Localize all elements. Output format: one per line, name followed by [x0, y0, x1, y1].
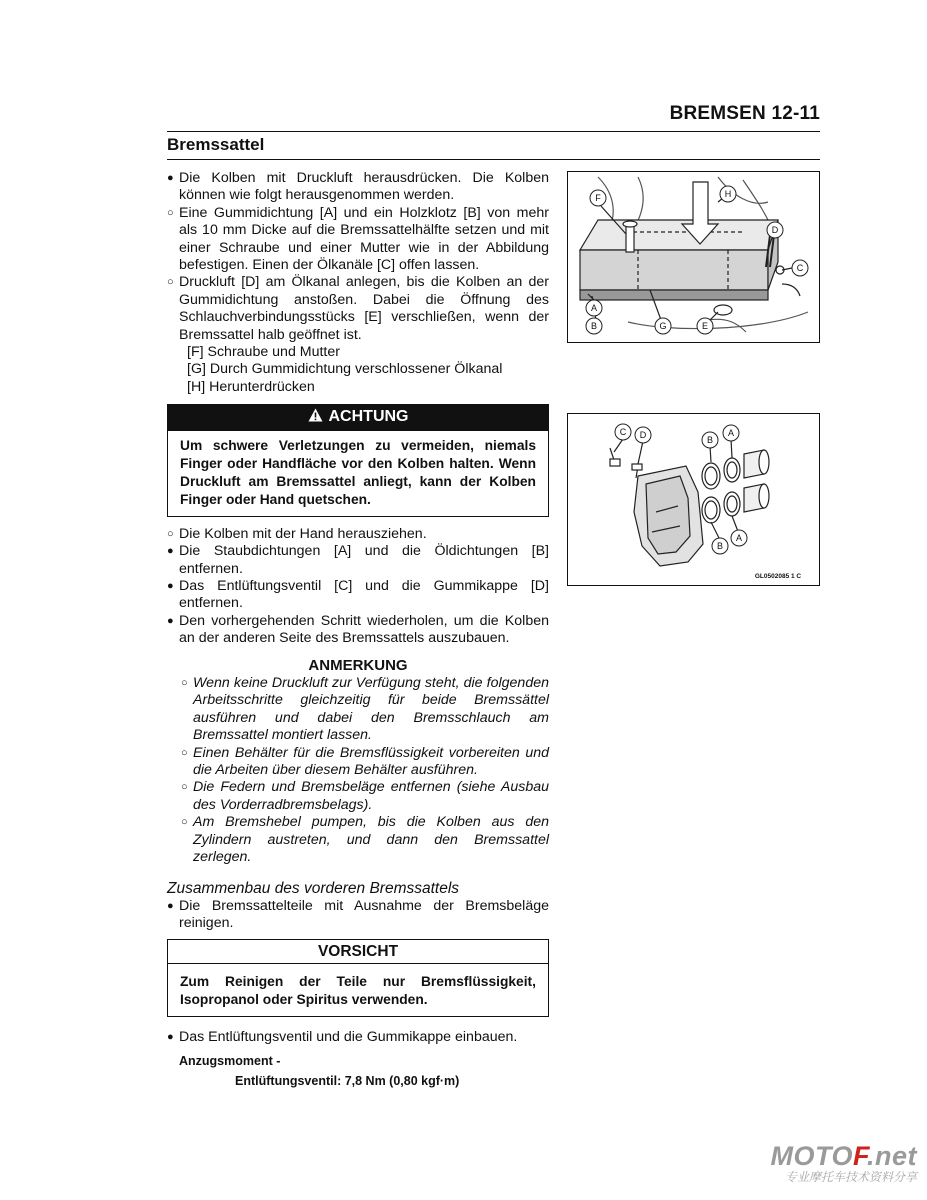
figure1-label-e: E	[701, 321, 709, 331]
legend-item-g: [G] Durch Gummidichtung verschlossener Ölkanal	[187, 361, 503, 378]
note-item-text: Am Bremshebel pumpen, bis die Kolben aus den Zylindern austreten, und dann den Bremssattel zerlegen.	[193, 814, 549, 865]
legend-item-f: [F] Schraube und Mutter	[187, 344, 340, 361]
text-column	[167, 170, 549, 1090]
bullet-marker: ○	[167, 276, 174, 289]
list-item	[167, 578, 549, 613]
caliper-seals-illustration	[568, 414, 819, 585]
list-item-text: Die Kolben mit der Hand herausziehen.	[179, 525, 427, 542]
list-item-text: Die Bremssattelteile mit Ausnahme der Bremsbeläge reinigen.	[179, 897, 549, 932]
bullet-marker: ○	[167, 527, 174, 540]
note-marker: ○	[181, 676, 188, 689]
list-item	[167, 1029, 549, 1046]
figure1-label-f: F	[595, 193, 601, 203]
bullet-marker: ●	[167, 545, 174, 558]
note-item	[181, 675, 549, 745]
note-item	[181, 745, 549, 780]
list-item-text: Eine Gummidichtung [A] und ein Holzklotz [B] von mehr als 10 mm Dicke auf die Bremssattelhälfte setzen und mit einer Schraube und einer Mutter wie in der Abbildung befestigen. Einen der Ölkanäle [C] offen lassen.	[179, 204, 549, 274]
bullet-marker: ●	[167, 579, 174, 592]
list-item-text: Den vorhergehenden Schritt wiederholen, um die Kolben an der anderen Seite des Bremssattels auszubauen.	[179, 612, 549, 647]
figure1-label-c: C	[796, 263, 804, 273]
list-item-text: Das Entlüftungsventil und die Gummikappe einbauen.	[179, 1029, 518, 1046]
figure-caliper-seals	[567, 413, 820, 586]
note-item	[181, 779, 549, 814]
figure2-label-b-bottom: B	[716, 541, 724, 551]
assembly-heading: Zusammenbau des vorderen Bremssattels	[167, 880, 460, 898]
figure1-label-g: G	[659, 321, 667, 331]
watermark-logo: MOTOF.net	[770, 1141, 917, 1171]
torque-spec	[167, 1053, 549, 1090]
bullet-marker: ○	[167, 206, 174, 219]
list-item-text: Druckluft [D] am Ölkanal anlegen, bis die Kolben an der Gummidichtung anstoßen. Dabei die Öffnung des Schlauchverbindungsstücks [E] verschließen, wenn der Bremssattel halb geöffnet ist.	[179, 274, 549, 343]
bullet-marker: ●	[167, 172, 174, 184]
note-marker: ○	[181, 816, 188, 829]
section-rule	[167, 159, 820, 160]
warning-text: Um schwere Verletzungen zu vermeiden, niemals Finger oder Handfläche vor den Kolben halten. Wenn Druckluft am Bremssattel anliegt, kann der Kolben Finger oder Hand quetschen.	[180, 437, 536, 507]
caution-title: VORSICHT	[168, 940, 548, 964]
list-item-text: Die Kolben mit Druckluft herausdrücken. Die Kolben können wie folgt herausgenommen werden.	[179, 170, 549, 204]
torque-value: Entlüftungsventil: 7,8 Nm (0,80 kgf·m)	[235, 1073, 460, 1088]
watermark-subtitle: 专业摩托车技术资料分享	[784, 1170, 917, 1184]
list-item	[167, 526, 549, 543]
warning-title: ACHTUNG	[328, 408, 409, 426]
note-item-text: Einen Behälter für die Bremsflüssigkeit vorbereiten und die Arbeiten über diesem Behälter ausführen.	[193, 744, 549, 778]
caution-text: Zum Reinigen der Teile nur Bremsflüssigkeit, Isopropanol oder Spiritus verwenden.	[180, 974, 536, 1008]
header-rule	[167, 131, 820, 132]
figure1-label-h: H	[724, 189, 732, 199]
bullet-marker: ●	[167, 1031, 174, 1044]
note-item	[181, 814, 549, 866]
list-item-text: Die Staubdichtungen [A] und die Öldichtungen [B] entfernen.	[179, 543, 549, 577]
figure2-label-b-top: B	[706, 435, 714, 445]
list-item	[167, 205, 549, 275]
note-item-text: Wenn keine Druckluft zur Verfügung steht, die folgenden Arbeitsschritte gleichzeitig für beide Bremssättel ausführen und dabei den Bremsschlauch am Bremssattel montiert lassen.	[193, 674, 549, 744]
section-title: Bremssattel	[167, 135, 265, 154]
warning-header	[168, 405, 548, 430]
list-item-text: Das Entlüftungsventil [C] und die Gummikappe [D] entfernen.	[179, 577, 549, 612]
list-item	[167, 543, 549, 578]
bullet-marker: ●	[167, 899, 174, 912]
watermark	[770, 1141, 917, 1185]
note-title: ANMERKUNG	[308, 656, 408, 674]
figure2-code: GL0502085 1 C	[754, 573, 802, 580]
warning-box	[167, 404, 549, 516]
figure-caliper-air-pressure	[567, 171, 820, 343]
note-marker: ○	[181, 746, 188, 759]
figure1-label-d: D	[771, 225, 779, 235]
figure2-label-c: C	[619, 427, 627, 437]
figure2-label-a-top: A	[727, 428, 735, 438]
note-marker: ○	[181, 781, 188, 794]
list-item	[167, 898, 549, 933]
list-item	[167, 170, 549, 205]
caliper-air-illustration	[568, 172, 819, 342]
bullet-marker: ●	[167, 614, 174, 627]
page-header-title: BREMSEN 12-11	[669, 103, 820, 124]
torque-label: Anzugsmoment -	[179, 1054, 281, 1069]
caution-box	[167, 939, 549, 1017]
legend-item-h: [H] Herunterdrücken	[187, 378, 315, 395]
figure1-label-b: B	[590, 321, 598, 331]
list-item	[167, 274, 549, 344]
figure2-label-d: D	[639, 430, 647, 440]
figure1-label-a: A	[590, 303, 598, 313]
warning-triangle-icon	[308, 408, 323, 426]
figure2-label-a-bottom: A	[735, 533, 743, 543]
list-item	[167, 613, 549, 648]
note-item-text: Die Federn und Bremsbeläge entfernen (siehe Ausbau des Vorderradbremsbelags).	[193, 779, 549, 813]
